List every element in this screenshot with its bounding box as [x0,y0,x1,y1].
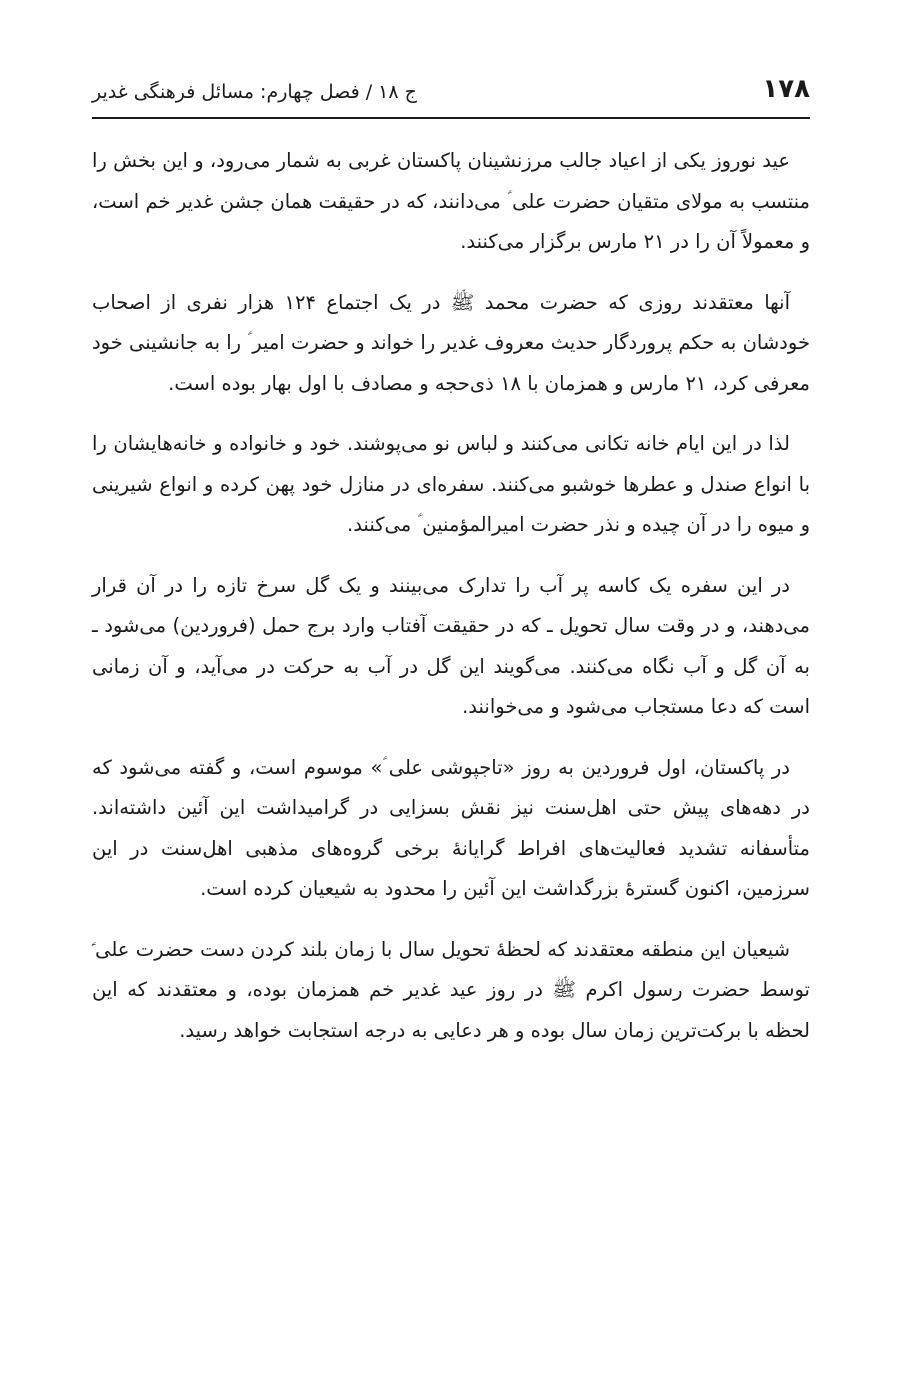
paragraph: عید نوروز یکی از اعیاد جالب مرزنشینان پاکستان غربی به شمار می‌رود، و این بخش را منتسب به مولای متقیان حضرت علی ؑ می‌دانند، که در حقیقت همان جشن غدیر خم است، و معمولاً آن را در ۲۱ مارس برگزار می‌کنند. [92,149,810,253]
paragraph: شیعیان این منطقه معتقدند که لحظهٔ تحویل سال با زمان بلند کردن دست حضرت علی ؑ توسط حضرت رسول اکرم ﷺ در روز عید غدیر خم همزمان بوده، و معتقدند که این لحظه با برکت‌ترین زمان سال بوده و هر دعایی به درجه استجابت خواهد رسید. [92,937,810,1042]
page-body [92,141,810,1071]
paragraph: در پاکستان، اول فروردین به روز «تاجپوشی علی ؑ» موسوم است، و گفته می‌شود که در دهه‌های پیش حتی اهل‌سنت نیز نقش بسزایی در گرامیداشت این آئین داشته‌اند. متأسفانه تشدید فعالیت‌های افراط گرایانهٔ برخی گروه‌های مذهبی اهل‌سنت در این سرزمین، اکنون گسترهٔ بزرگداشت این آئین را محدود به شیعیان کرده است. [92,755,810,900]
running-title: ج ۱۸ / فصل چهارم: مسائل فرهنگی غدیر [92,81,417,103]
paragraph: آنها معتقدند روزی که حضرت محمد ﷺ در یک اجتماع ۱۲۴ هزار نفری از اصحاب خودشان به حکم پروردگار حدیث معروف غدیر را خواند و حضرت امیر ؑ را به جانشینی خود معرفی کرد، ۲۱ مارس و همزمان با ۱۸ ذی‌حجه و مصادف با اول بهار بوده است. [92,290,810,395]
paragraph: در این سفره یک کاسه پر آب را تدارک می‌بینند و یک گل سرخ تازه را در آن قرار می‌دهند، و در وقت سال تحویل ـ که در حقیقت آفتاب وارد برج حمل (فروردین) می‌شود ـ به آن گل و آب نگاه می‌کنند. می‌گویند این گل در آب به حرکت در می‌آید، و آن زمانی است که دعا مستجاب می‌شود و می‌خوانند. [92,573,810,718]
page-number: ۱۷۸ [762,74,810,104]
header-rule [92,117,810,119]
paragraph: لذا در این ایام خانه تکانی می‌کنند و لباس نو می‌پوشند. خود و خانواده و خانه‌هایشان را با انواع صندل و عطرها خوشبو می‌کنند. سفره‌ای در منازل خود پهن کرده و انواع شیرینی و میوه را در آن چیده و نذر حضرت امیرالمؤمنین ؑ می‌کنند. [92,432,810,536]
page-header [92,70,810,120]
